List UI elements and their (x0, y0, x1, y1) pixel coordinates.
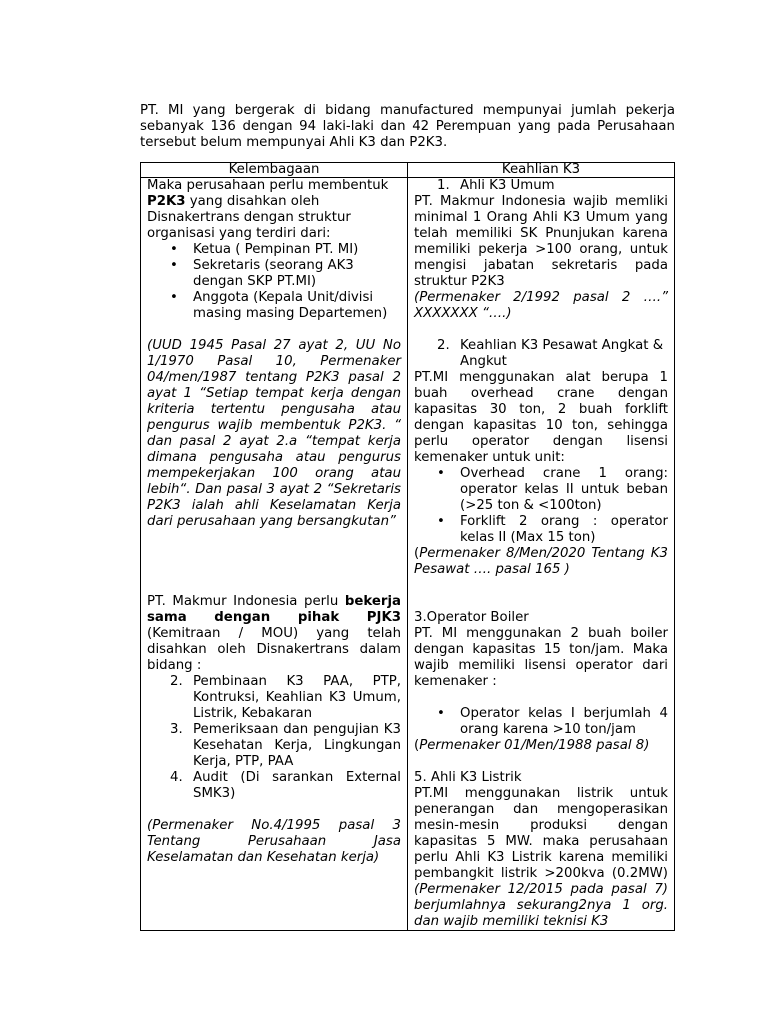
pjk3-paragraph (147, 594, 401, 674)
list-item (437, 514, 668, 546)
p2k3-text-pre: Maka perusahaan perlu membentuk (147, 178, 389, 193)
field-text: Audit (Di sarankan External SMK3) (193, 770, 401, 801)
list-item (170, 242, 401, 258)
field-text: Pemeriksaan dan pengujian K3 Kesehatan Kerja, Lingkungan Kerja, PTP, PAA (193, 722, 401, 769)
reference-text: Permenaker 8/Men/2020 Tentang K3 Pesawat …. pasal 165 ) (414, 546, 668, 577)
section3-body: PT. MI menggunakan 2 buah boiler dengan kapasitas 15 ton/jam. Maka wajib memiliki lisensi operator dari kemenaker : (414, 626, 668, 689)
section3-title: 3.Operator Boiler (414, 610, 529, 625)
section2-units-list (414, 466, 668, 546)
pjk3-text-pre: PT. Makmur Indonesia perlu (147, 594, 345, 609)
header-keahlian-k3: Keahlian K3 (408, 163, 675, 178)
section4-body-text: PT.MI menggunakan listrik untuk penerangan dan mengoperasikan mesin-mesin produksi dengan kapasitas 5 MW. maka perusahaan perlu Ahli K3 Listrik karena memiliki pembangkit listrik >200kva (0.2MW) (414, 786, 668, 881)
p2k3-bold: P2K3 (147, 194, 186, 209)
kelembagaan-cell (141, 178, 408, 931)
bullet-icon: • (437, 466, 445, 481)
intro-paragraph: PT. MI yang bergerak di bidang manufactured mempunyai jumlah pekerja sebanyak 136 dengan 94 laki-laki dan 42 Perempuan yang pada Perusahaan tersebut belum mempunyai Ahli K3 dan P2K3. (140, 103, 675, 150)
structure-item-text: Anggota (Kepala Unit/divisi masing masing Departemen) (193, 290, 388, 321)
list-number: 1. (437, 178, 450, 193)
keahlian-k3-cell (408, 178, 675, 931)
legal-basis-paragraph: (UUD 1945 Pasal 27 ayat 2, UU No 1/1970 Pasal 10, Permenaker 04/men/1987 tentang P2K3 pasal 2 ayat 1 “Setiap tempat kerja dengan kriteria tertentu pengusaha atau pengurus wajib membentuk P2K3. “ dan pasal 2 ayat 2.a “tempat kerja dimana pengusaha atau pengurus mempekerjakan 100 orang atau lebih“. Dan pasal 3 ayat 2 “Sekretaris P2K3 ialah ahli Keselamatan Kerja dari perusahaan yang bersangkutan” (147, 338, 401, 529)
section2-title (437, 338, 668, 370)
list-number: 2. (437, 338, 450, 353)
k3-table (140, 162, 675, 931)
item-text: Operator kelas I berjumlah 4 orang karena >10 ton/jam (460, 706, 668, 737)
section1-body: PT. Makmur Indonesia wajib memliki minimal 1 Orang Ahli K3 Umum yang telah memiliki SK Pnunjukan karena memiliki pekerja >100 orang, untuk mengisi jabatan sekretaris pada struktur P2K3 (414, 194, 668, 289)
pjk3-bold: bekerja sama dengan pihak PJK3 (147, 594, 401, 625)
section1-reference: (Permenaker 2/1992 pasal 2 ….” XXXXXXX “….) (414, 290, 668, 321)
p2k3-paragraph (147, 178, 401, 242)
reference-paren: ( (414, 738, 420, 753)
bullet-icon: • (170, 242, 178, 257)
unit-text: Forklift 2 orang : operator kelas II (Max 15 ton) (460, 514, 668, 545)
bullet-icon: • (170, 258, 178, 273)
reference-paren: ( (414, 546, 420, 561)
header-kelembagaan: Kelembagaan (141, 163, 408, 178)
list-item (437, 706, 668, 738)
list-item (170, 770, 401, 802)
list-number: 2. (170, 674, 183, 689)
structure-item-text: Sekretaris (seorang AK3 dengan SKP PT.MI) (193, 258, 354, 289)
list-number: 4. (170, 770, 183, 785)
list-item (170, 722, 401, 770)
section-title-text: Ahli K3 Umum (460, 178, 555, 193)
unit-text: Overhead crane 1 orang: operator kelas II untuk beban (>25 ton & <100ton) (460, 466, 668, 513)
section3-reference (414, 738, 668, 754)
section2-reference (414, 546, 668, 578)
reference-text: Permenaker 01/Men/1988 pasal 8) (419, 738, 650, 753)
bullet-icon: • (437, 706, 445, 721)
pjk3-text-post: (Kemitraan / MOU) yang telah disahkan oleh Disnakertrans dalam bidang : (147, 626, 401, 673)
p2k3-structure-list (147, 242, 401, 322)
bullet-icon: • (437, 514, 445, 529)
list-item (170, 674, 401, 722)
pjk3-fields-list (147, 674, 401, 802)
field-text: Pembinaan K3 PAA, PTP, Kontruksi, Keahlian K3 Umum, Listrik, Kebakaran (193, 674, 401, 721)
table-header-row (141, 163, 675, 178)
table-body-row (141, 178, 675, 931)
section4-title: 5. Ahli K3 Listrik (414, 770, 522, 785)
section3-items-list (414, 706, 668, 738)
section1-title (437, 178, 668, 194)
section1-title-list (414, 178, 668, 194)
structure-item-text: Ketua ( Pempinan PT. MI) (193, 242, 359, 257)
section-title-text: Keahlian K3 Pesawat Angkat & Angkut (460, 338, 664, 369)
document-page (140, 103, 675, 931)
section4-reference: (Permenaker 12/2015 pada pasal 7) berjumlahnya sekurang2nya 1 org. dan wajib memiliki teknisi K3 (414, 882, 668, 929)
list-item (437, 466, 668, 514)
list-item (170, 290, 401, 322)
section2-title-list (414, 338, 668, 370)
p2k3-text-post: yang disahkan oleh Disnakertrans dengan struktur organisasi yang terdiri dari: (147, 194, 351, 241)
section2-body: PT.MI menggunakan alat berupa 1 buah overhead crane dengan kapasitas 30 ton, 2 buah forklift dengan kapasitas 10 ton, sehingga perlu operator dengan lisensi kemenaker untuk unit: (414, 370, 668, 465)
list-number: 3. (170, 722, 183, 737)
pjk3-reference: (Permenaker No.4/1995 pasal 3 Tentang Perusahaan Jasa Keselamatan dan Kesehatan kerja) (147, 818, 401, 865)
section4-body (414, 786, 668, 930)
bullet-icon: • (170, 290, 178, 305)
list-item (170, 258, 401, 290)
